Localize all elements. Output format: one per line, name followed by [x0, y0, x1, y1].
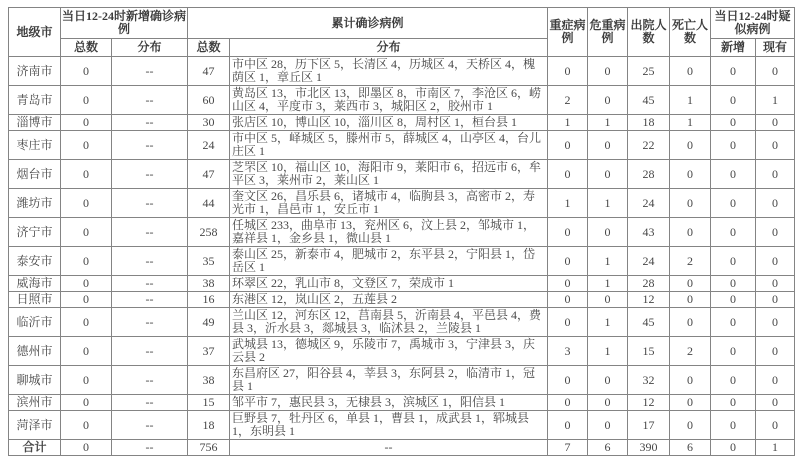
city-name: 菏泽市: [9, 411, 61, 440]
header-suspected-group: 当日12-24时疑似病例: [711, 8, 795, 39]
cum-distribution: --: [230, 440, 548, 456]
cum-total: 38: [188, 276, 230, 292]
cum-total: 44: [188, 189, 230, 218]
new-total: 0: [61, 411, 112, 440]
death-count: 6: [670, 440, 711, 456]
cum-total: 49: [188, 308, 230, 337]
cum-distribution: 武城县 13，德城区 9，乐陵市 7，禹城市 3，宁津县 3，庆云县 2: [230, 337, 548, 366]
cum-distribution: 东昌府区 27，阳谷县 4，莘县 3，东阿县 2，临清市 1，冠县 1: [230, 366, 548, 395]
cum-total: 756: [188, 440, 230, 456]
suspected-existing: 0: [756, 218, 795, 247]
suspected-new: 0: [711, 160, 756, 189]
new-distribution: --: [112, 337, 188, 366]
new-distribution: --: [112, 86, 188, 115]
header-suspected-existing: 现有: [756, 39, 795, 57]
death-count: 0: [670, 218, 711, 247]
suspected-existing: 0: [756, 131, 795, 160]
suspected-existing: 0: [756, 276, 795, 292]
new-total: 0: [61, 308, 112, 337]
city-name: 淄博市: [9, 115, 61, 131]
new-distribution: --: [112, 292, 188, 308]
new-distribution: --: [112, 366, 188, 395]
new-distribution: --: [112, 57, 188, 86]
severe-cases: 7: [548, 440, 588, 456]
header-discharged: 出院人数: [628, 8, 670, 57]
discharged-count: 43: [628, 218, 670, 247]
suspected-existing: 1: [756, 440, 795, 456]
suspected-new: 0: [711, 86, 756, 115]
new-distribution: --: [112, 308, 188, 337]
discharged-count: 12: [628, 395, 670, 411]
death-count: 2: [670, 247, 711, 276]
death-count: 0: [670, 131, 711, 160]
cum-distribution: 巨野县 7，牡丹区 6，单县 1，曹县 1，成武县 1，郓城县 1，东明县 1: [230, 411, 548, 440]
severe-cases: 0: [548, 292, 588, 308]
critical-cases: 1: [588, 189, 628, 218]
header-cumulative-group: 累计确诊病例: [188, 8, 548, 39]
table-row: [9, 308, 795, 337]
cum-distribution: 张店区 10，博山区 10，淄川区 8，周村区 1，桓台县 1: [230, 115, 548, 131]
header-suspected-new: 新增: [711, 39, 756, 57]
new-total: 0: [61, 86, 112, 115]
death-count: 0: [670, 276, 711, 292]
table-row: [9, 276, 795, 292]
new-distribution: --: [112, 395, 188, 411]
new-total: 0: [61, 440, 112, 456]
severe-cases: 0: [548, 131, 588, 160]
cum-total: 38: [188, 366, 230, 395]
header-new-cases-group: 当日12-24时新增确诊病例: [61, 8, 188, 39]
critical-cases: 6: [588, 440, 628, 456]
suspected-new: 0: [711, 131, 756, 160]
cum-distribution: 兰山区 12，河东区 12，莒南县 5，沂南县 4，平邑县 4，费县 3，沂水县 3，郯城县 3，临沭县 2，兰陵县 1: [230, 308, 548, 337]
severe-cases: 0: [548, 276, 588, 292]
new-total: 0: [61, 131, 112, 160]
cum-total: 30: [188, 115, 230, 131]
table-body: [9, 57, 795, 456]
death-count: 0: [670, 366, 711, 395]
severe-cases: 0: [548, 218, 588, 247]
new-total: 0: [61, 160, 112, 189]
city-name: 合计: [9, 440, 61, 456]
new-total: 0: [61, 189, 112, 218]
suspected-existing: 1: [756, 86, 795, 115]
suspected-existing: 0: [756, 57, 795, 86]
table-row: [9, 395, 795, 411]
suspected-existing: 0: [756, 308, 795, 337]
table-row: [9, 160, 795, 189]
cum-distribution: 芝罘区 10，福山区 10，海阳市 9，莱阳市 6，招远市 6，牟平区 3，莱州市 2，莱山区 1: [230, 160, 548, 189]
severe-cases: 2: [548, 86, 588, 115]
discharged-count: 32: [628, 366, 670, 395]
cum-total: 37: [188, 337, 230, 366]
suspected-new: 0: [711, 247, 756, 276]
suspected-new: 0: [711, 292, 756, 308]
death-count: 0: [670, 292, 711, 308]
discharged-count: 24: [628, 189, 670, 218]
death-count: 0: [670, 411, 711, 440]
death-count: 0: [670, 395, 711, 411]
critical-cases: 1: [588, 308, 628, 337]
death-count: 0: [670, 189, 711, 218]
death-count: 1: [670, 115, 711, 131]
new-distribution: --: [112, 218, 188, 247]
cum-distribution: 环翠区 22，乳山市 8，文登区 7，荣成市 1: [230, 276, 548, 292]
new-distribution: --: [112, 131, 188, 160]
severe-cases: 3: [548, 337, 588, 366]
table-row: [9, 337, 795, 366]
severe-cases: 0: [548, 247, 588, 276]
city-name: 威海市: [9, 276, 61, 292]
discharged-count: 15: [628, 337, 670, 366]
discharged-count: 28: [628, 160, 670, 189]
new-total: 0: [61, 395, 112, 411]
cum-distribution: 邹平市 7，惠民县 3，无棣县 3，滨城区 1，阳信县 1: [230, 395, 548, 411]
discharged-count: 28: [628, 276, 670, 292]
discharged-count: 45: [628, 86, 670, 115]
new-distribution: --: [112, 160, 188, 189]
cum-total: 16: [188, 292, 230, 308]
severe-cases: 1: [548, 189, 588, 218]
cum-total: 60: [188, 86, 230, 115]
table-row: [9, 115, 795, 131]
critical-cases: 0: [588, 218, 628, 247]
city-name: 青岛市: [9, 86, 61, 115]
death-count: 0: [670, 160, 711, 189]
new-total: 0: [61, 218, 112, 247]
critical-cases: 0: [588, 411, 628, 440]
header-cum-total: 总数: [188, 39, 230, 57]
suspected-existing: 0: [756, 411, 795, 440]
discharged-count: 12: [628, 292, 670, 308]
table-header: [9, 8, 795, 57]
header-deaths: 死亡人数: [670, 8, 711, 57]
table-row-total: [9, 440, 795, 456]
header-city: 地级市: [9, 8, 61, 57]
severe-cases: 0: [548, 57, 588, 86]
city-name: 德州市: [9, 337, 61, 366]
suspected-new: 0: [711, 115, 756, 131]
critical-cases: 0: [588, 131, 628, 160]
cum-total: 258: [188, 218, 230, 247]
death-count: 0: [670, 57, 711, 86]
header-cum-distribution: 分布: [230, 39, 548, 57]
suspected-existing: 0: [756, 395, 795, 411]
new-distribution: --: [112, 189, 188, 218]
table-row: [9, 189, 795, 218]
new-total: 0: [61, 247, 112, 276]
header-new-distribution: 分布: [112, 39, 188, 57]
death-count: 0: [670, 308, 711, 337]
city-name: 烟台市: [9, 160, 61, 189]
severe-cases: 0: [548, 411, 588, 440]
cum-distribution: 泰山区 25，新泰市 4，肥城市 2，东平县 2，宁阳县 1，岱岳区 1: [230, 247, 548, 276]
suspected-existing: 0: [756, 337, 795, 366]
critical-cases: 1: [588, 276, 628, 292]
suspected-new: 0: [711, 218, 756, 247]
cum-distribution: 奎文区 26，昌乐县 6，诸城市 4，临朐县 3，高密市 2，寿光市 1，昌邑市 1，安丘市 1: [230, 189, 548, 218]
new-distribution: --: [112, 276, 188, 292]
city-name: 泰安市: [9, 247, 61, 276]
critical-cases: 1: [588, 115, 628, 131]
discharged-count: 390: [628, 440, 670, 456]
new-total: 0: [61, 115, 112, 131]
table-row: [9, 247, 795, 276]
severe-cases: 0: [548, 308, 588, 337]
cum-distribution: 黄岛区 13，市北区 13，即墨区 8，市南区 7，李沧区 6，崂山区 4，平度市 3，莱西市 3，城阳区 2，胶州市 1: [230, 86, 548, 115]
suspected-new: 0: [711, 366, 756, 395]
city-name: 济南市: [9, 57, 61, 86]
cum-total: 18: [188, 411, 230, 440]
suspected-new: 0: [711, 411, 756, 440]
severe-cases: 1: [548, 115, 588, 131]
death-count: 2: [670, 337, 711, 366]
cum-total: 47: [188, 57, 230, 86]
table-row: [9, 366, 795, 395]
cum-total: 24: [188, 131, 230, 160]
new-distribution: --: [112, 247, 188, 276]
discharged-count: 24: [628, 247, 670, 276]
cum-total: 15: [188, 395, 230, 411]
suspected-new: 0: [711, 395, 756, 411]
critical-cases: 0: [588, 86, 628, 115]
suspected-new: 0: [711, 276, 756, 292]
new-total: 0: [61, 292, 112, 308]
covid-stats-table: [8, 7, 795, 456]
new-distribution: --: [112, 440, 188, 456]
discharged-count: 18: [628, 115, 670, 131]
critical-cases: 0: [588, 292, 628, 308]
critical-cases: 0: [588, 366, 628, 395]
discharged-count: 45: [628, 308, 670, 337]
suspected-new: 0: [711, 337, 756, 366]
severe-cases: 0: [548, 395, 588, 411]
table-row: [9, 131, 795, 160]
new-total: 0: [61, 337, 112, 366]
discharged-count: 25: [628, 57, 670, 86]
city-name: 枣庄市: [9, 131, 61, 160]
cum-total: 47: [188, 160, 230, 189]
new-total: 0: [61, 276, 112, 292]
suspected-new: 0: [711, 440, 756, 456]
severe-cases: 0: [548, 366, 588, 395]
new-distribution: --: [112, 115, 188, 131]
city-name: 临沂市: [9, 308, 61, 337]
suspected-existing: 0: [756, 115, 795, 131]
table-row: [9, 57, 795, 86]
suspected-new: 0: [711, 308, 756, 337]
suspected-existing: 0: [756, 247, 795, 276]
city-name: 日照市: [9, 292, 61, 308]
suspected-existing: 0: [756, 189, 795, 218]
suspected-new: 0: [711, 57, 756, 86]
suspected-existing: 0: [756, 160, 795, 189]
critical-cases: 0: [588, 57, 628, 86]
table-row: [9, 86, 795, 115]
city-name: 滨州市: [9, 395, 61, 411]
severe-cases: 0: [548, 160, 588, 189]
city-name: 潍坊市: [9, 189, 61, 218]
new-distribution: --: [112, 411, 188, 440]
header-severe: 重症病例: [548, 8, 588, 57]
suspected-existing: 0: [756, 366, 795, 395]
critical-cases: 1: [588, 247, 628, 276]
discharged-count: 22: [628, 131, 670, 160]
table-row: [9, 411, 795, 440]
cum-total: 35: [188, 247, 230, 276]
critical-cases: 0: [588, 160, 628, 189]
cum-distribution: 市中区 28，历下区 5，长清区 4，历城区 4，天桥区 4，槐荫区 1，章丘区 1: [230, 57, 548, 86]
table-row: [9, 292, 795, 308]
new-total: 0: [61, 57, 112, 86]
table-row: [9, 218, 795, 247]
header-critical: 危重病例: [588, 8, 628, 57]
critical-cases: 1: [588, 337, 628, 366]
cum-distribution: 市中区 5，峄城区 5，滕州市 5，薛城区 4，山亭区 4，台儿庄区 1: [230, 131, 548, 160]
death-count: 1: [670, 86, 711, 115]
critical-cases: 0: [588, 395, 628, 411]
cum-distribution: 任城区 233，曲阜市 13，兖州区 6，汶上县 2，邹城市 1，嘉祥县 1，金乡县 1，微山县 1: [230, 218, 548, 247]
city-name: 济宁市: [9, 218, 61, 247]
cum-distribution: 东港区 12，岚山区 2，五莲县 2: [230, 292, 548, 308]
header-new-total: 总数: [61, 39, 112, 57]
suspected-new: 0: [711, 189, 756, 218]
discharged-count: 17: [628, 411, 670, 440]
suspected-existing: 0: [756, 292, 795, 308]
new-total: 0: [61, 366, 112, 395]
city-name: 聊城市: [9, 366, 61, 395]
